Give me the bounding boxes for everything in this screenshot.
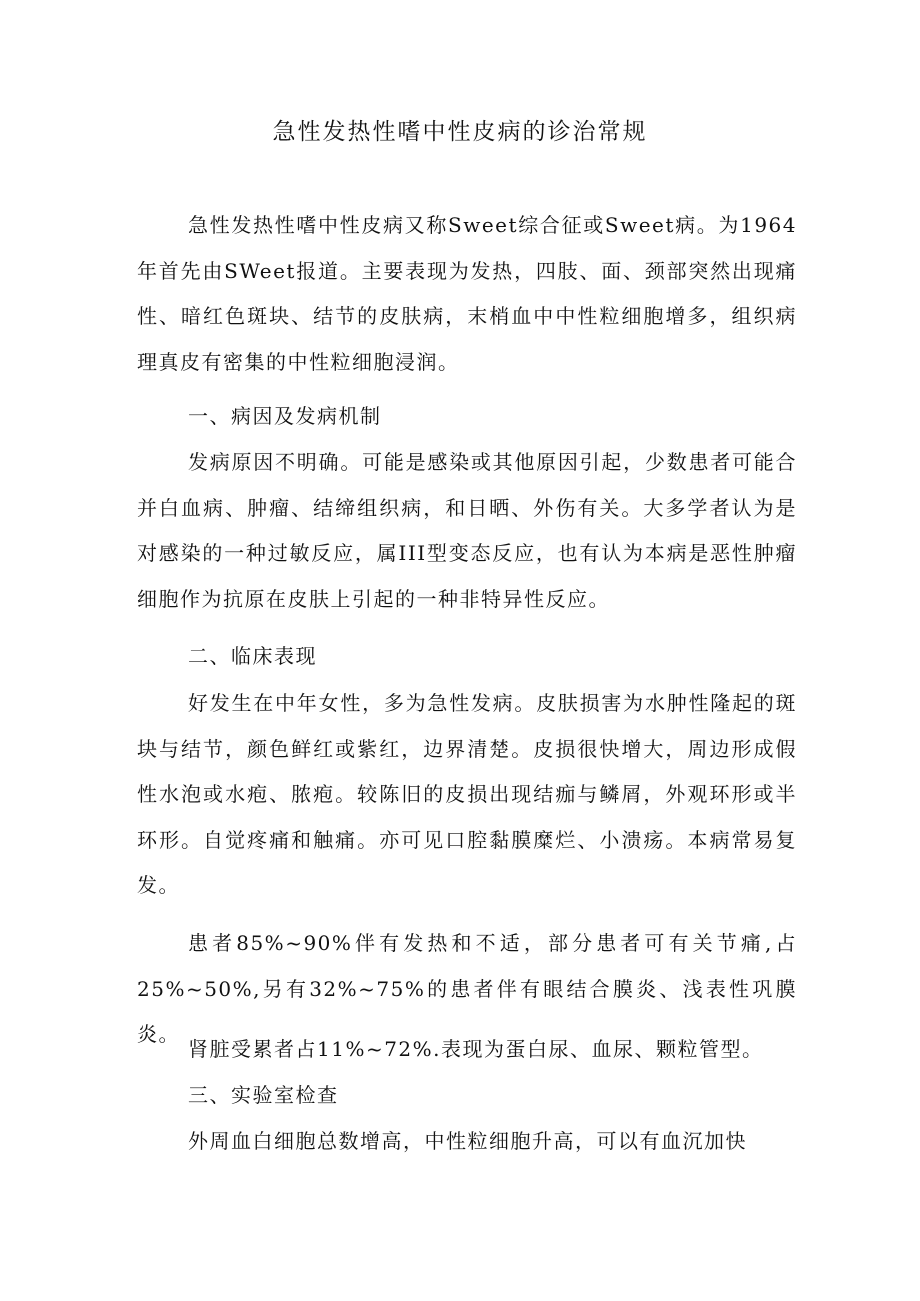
- intro-paragraph: 急性发热性嗜中性皮病又称Sweet综合征或Sweet病。为1964年首先由SWeet报道。主要表现为发热，四肢、面、颈部突然出现痛性、暗红色斑块、结节的皮肤病，末梢血中中性粒细胞增多，组织病理真皮有密集的中性粒细胞浸润。: [137, 213, 797, 374]
- etiology-paragraph: 发病原因不明确。可能是感染或其他原因引起，少数患者可能合并白血病、肿瘤、结缔组织病，和日晒、外伤有关。大多学者认为是对感染的一种过敏反应，属III型变态反应，也有认为本病是恶性肿瘤细胞作为抗原在皮肤上引起的一种非特异性反应。: [137, 450, 797, 611]
- section-heading-clinical: 二、临床表现: [188, 644, 317, 668]
- document-title: 急性发热性嗜中性皮病的诊治常规: [272, 119, 648, 145]
- section-heading-etiology: 一、病因及发病机制: [188, 404, 382, 428]
- clinical-symptoms-paragraph: 患者85%~90%伴有发热和不适，部分患者可有关节痛,占25%~50%,另有32%~75%的患者伴有眼结合膜炎、浅表性巩膜炎。: [137, 931, 797, 1046]
- clinical-paragraph: 好发生在中年女性，多为急性发病。皮肤损害为水肿性隆起的斑块与结节，颜色鲜红或紫红，边界清楚。皮损很快增大，周边形成假性水泡或水疱、脓疱。较陈旧的皮损出现结痂与鳞屑，外观环形或半环形。自觉疼痛和触痛。亦可见口腔黏膜糜烂、小溃疡。本病常易复发。: [137, 691, 797, 897]
- section-heading-lab: 三、实验室检查: [188, 1083, 339, 1107]
- lab-paragraph: 外周血白细胞总数增高，中性粒细胞升高，可以有血沉加快: [188, 1129, 747, 1153]
- kidney-involvement-paragraph: 肾脏受累者占11%~72%.表现为蛋白尿、血尿、颗粒管型。: [188, 1037, 764, 1061]
